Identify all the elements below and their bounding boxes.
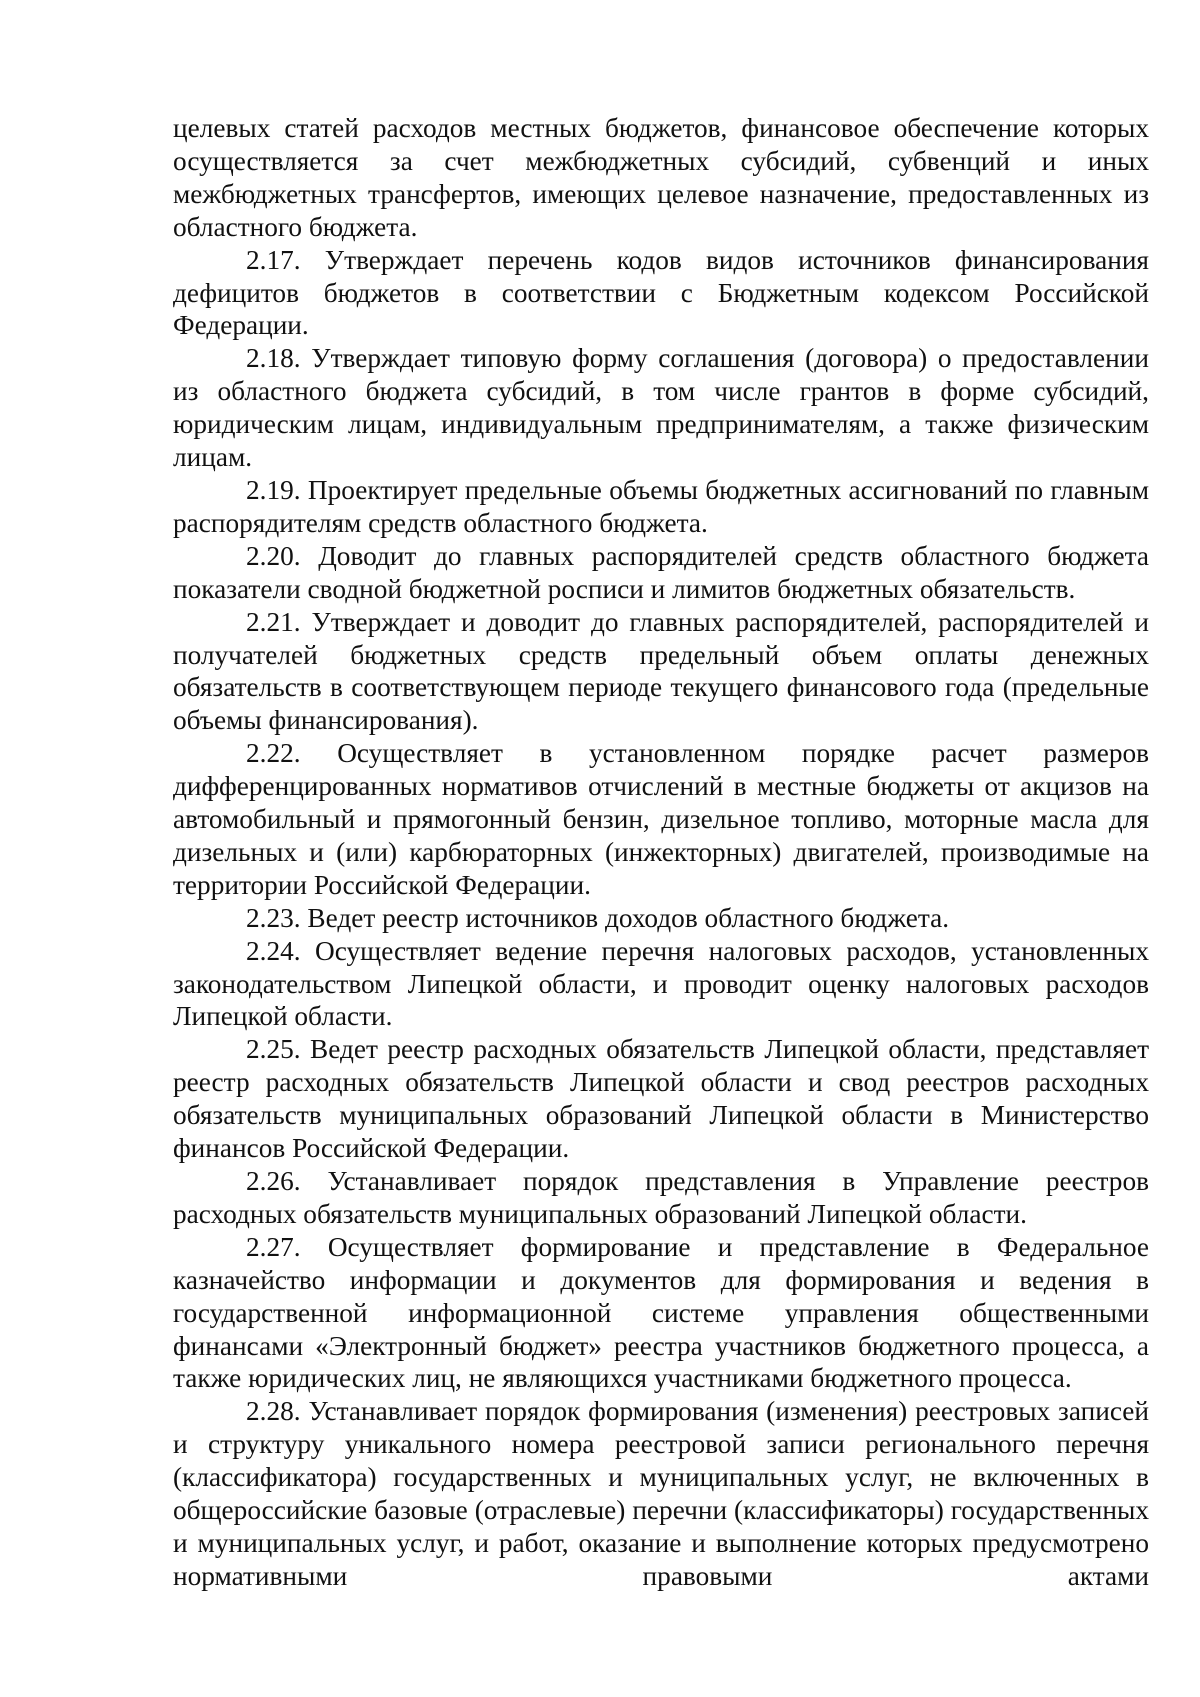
paragraph-2-27: 2.27. Осуществляет формирование и представление в Федеральное казначейство информации и документов для формирования и ведения в государственной информационной системе управления общественными финансами «Электронный бюджет» реестра участников бюджетного процесса, а также юридических лиц, не являющихся участниками бюджетного процесса. (173, 1231, 1149, 1394)
paragraph-2-18: 2.18. Утверждает типовую форму соглашения (договора) о предоставлении из областного бюджета субсидий, в том числе грантов в форме субсидий, юридическим лицам, индивидуальным предпринимателям, а также физическим лицам. (173, 343, 1149, 473)
paragraph-2-19: 2.19. Проектирует предельные объемы бюджетных ассигнований по главным распорядителям средств областного бюджета. (173, 474, 1149, 538)
paragraph-2-24: 2.24. Осуществляет ведение перечня налоговых расходов, установленных законодательством Липецкой области, и проводит оценку налоговых расходов Липецкой области. (173, 935, 1149, 1032)
paragraph-2-25: 2.25. Ведет реестр расходных обязательств Липецкой области, представляет реестр расходных обязательств Липецкой области и свод реестров расходных обязательств муниципальных образований Липецкой области в Министерство финансов Российской Федерации. (173, 1034, 1149, 1164)
paragraph-2-22: 2.22. Осуществляет в установленном порядке расчет размеров дифференцированных нормативов отчислений в местные бюджеты от акцизов на автомобильный и прямогонный бензин, дизельное топливо, моторные масла для дизельных и (или) карбюраторных (инжекторных) двигателей, производимые на территории Российской Федерации. (173, 738, 1149, 900)
paragraph-2-20: 2.20. Доводит до главных распорядителей средств областного бюджета показатели сводной бюджетной росписи и лимитов бюджетных обязательств. (173, 540, 1149, 604)
paragraph-2-21: 2.21. Утверждает и доводит до главных распорядителей, распорядителей и получателей бюджетных средств предельный объем оплаты денежных обязательств в соответствующем периоде текущего финансового года (предельные объемы финансирования). (173, 606, 1149, 736)
paragraph-2-26: 2.26. Устанавливает порядок представления в Управление реестров расходных обязательств муниципальных образований Липецкой области. (173, 1166, 1149, 1229)
paragraph-2-28: 2.28. Устанавливает порядок формирования (изменения) реестровых записей и структуру уникального номера реестровой записи регионального перечня (классификатора) государственных и муниципальных услуг, не включенных в общероссийские базовые (отраслевые) перечни (классификаторы) государственных и муниципальных услуг, и работ, оказание и выполнение которых предусмотрено нормативными правовыми актами (173, 1396, 1149, 1591)
document-page (173, 112, 1149, 1593)
paragraph-continuation: целевых статей расходов местных бюджетов, финансовое обеспечение которых осуществляется за счет межбюджетных субсидий, субвенций и иных межбюджетных трансфертов, имеющих целевое назначение, предоставленных из областного бюджета. (173, 113, 1149, 242)
paragraph-2-17: 2.17. Утверждает перечень кодов видов источников финансирования дефицитов бюджетов в соответствии с Бюджетным кодексом Российской Федерации. (173, 244, 1149, 341)
paragraph-2-23: 2.23. Ведет реестр источников доходов областного бюджета. (246, 902, 950, 933)
